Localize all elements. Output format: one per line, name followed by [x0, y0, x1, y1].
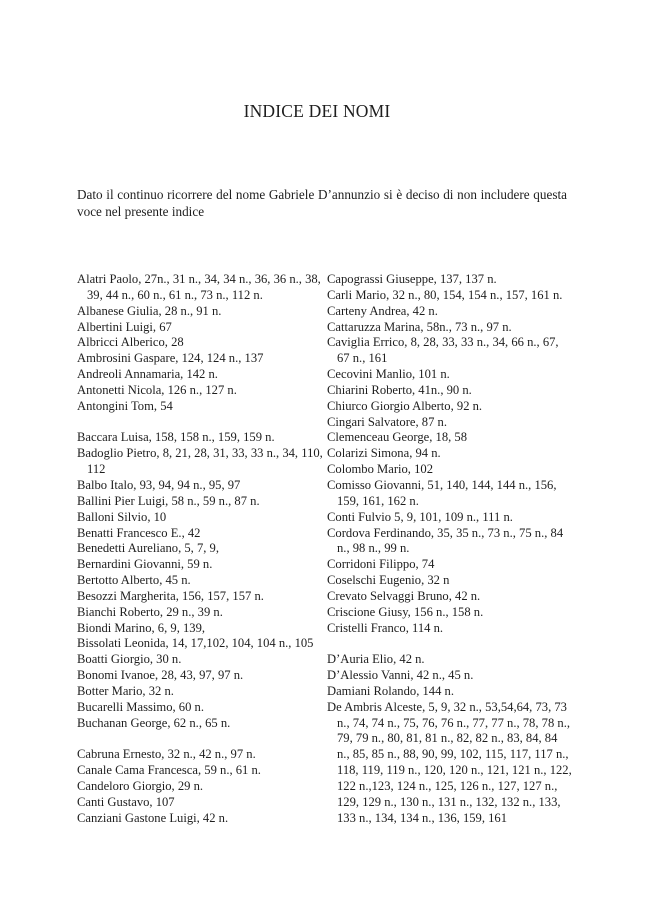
index-entry: Cabruna Ernesto, 32 n., 42 n., 97 n.: [77, 747, 256, 762]
index-entry: Albertini Luigi, 67: [77, 319, 172, 334]
index-entry: Colarizi Simona, 94 n.: [327, 446, 441, 461]
index-entry: Clemenceau George, 18, 58: [327, 430, 468, 445]
index-entry: Coselschi Eugenio, 32 n: [327, 573, 450, 588]
index-entry: Cattaruzza Marina, 58n., 73 n., 97 n.: [327, 319, 512, 334]
entry-group-d: [327, 652, 572, 826]
index-entry: Albanese Giulia, 28 n., 91 n.: [77, 303, 222, 318]
index-entry: Antonetti Nicola, 126 n., 127 n.: [77, 382, 237, 397]
group-spacer: [77, 415, 327, 431]
index-entry: Damiani Rolando, 144 n.: [327, 683, 454, 698]
entry-group-c: [77, 747, 327, 826]
index-column-left: [77, 272, 327, 827]
index-entry: Carteny Andrea, 42 n.: [327, 303, 438, 318]
index-entry: Bianchi Roberto, 29 n., 39 n.: [77, 604, 223, 619]
index-column-right: [327, 272, 572, 827]
index-entry: Balbo Italo, 93, 94, 94 n., 95, 97: [77, 477, 241, 492]
index-entry: Bissolati Leonida, 14, 17,102, 104, 104 n., 105: [77, 636, 314, 651]
index-entry: Besozzi Margherita, 156, 157, 157 n.: [77, 588, 264, 603]
index-entry: Badoglio Pietro, 8, 21, 28, 31, 33, 33 n., 34, 110, 112: [77, 446, 323, 477]
index-entry: Buchanan George, 62 n., 65 n.: [77, 715, 231, 730]
index-entry: Caviglia Errico, 8, 28, 33, 33 n., 34, 66 n., 67, 67 n., 161: [327, 335, 559, 366]
index-entry: Colombo Mario, 102: [327, 462, 433, 477]
index-entry: Bertotto Alberto, 45 n.: [77, 573, 191, 588]
index-entry: Balloni Silvio, 10: [77, 509, 167, 524]
index-entry: Canziani Gastone Luigi, 42 n.: [77, 810, 229, 825]
index-entry: Candeloro Giorgio, 29 n.: [77, 779, 204, 793]
group-spacer: [77, 731, 327, 747]
index-entry: De Ambris Alceste, 5, 9, 32 n., 53,54,64, 73, 73 n., 74, 74 n., 75, 76, 76 n., 77, 77 n., 78, 78 n., 79, 79 n., 80, 81, 81 n., 82, 82 n., 83, 84, 84 n., 85, 85 n., 88, 90, 99, 102, 115, 117, 117 n., 118, 119, 119 n., 120, 120 n., 121, 121 n., 122, 122 n.,123, 124 n., 125, 126 n., 127, 127 n., 129, 129 n., 130 n., 131 n., 132, 132 n., 133, 133 n., 134, 134 n., 136, 159, 161: [327, 699, 572, 825]
index-title: INDICE DEI NOMI: [243, 101, 391, 121]
index-entry: Crevato Selvaggi Bruno, 42 n.: [327, 588, 481, 603]
entry-group-c-cont: [327, 272, 572, 636]
index-entry: D’Auria Elio, 42 n.: [327, 652, 425, 667]
index-entry: Criscione Giusy, 156 n., 158 n.: [327, 604, 484, 619]
index-entry: Conti Fulvio 5, 9, 101, 109 n., 111 n.: [327, 509, 513, 524]
entry-group-b: [77, 430, 327, 731]
index-entry: Capograssi Giuseppe, 137, 137 n.: [327, 272, 497, 286]
group-spacer: [327, 636, 572, 652]
index-entry: Bonomi Ivanoe, 28, 43, 97, 97 n.: [77, 668, 244, 683]
index-entry: Antongini Tom, 54: [77, 398, 173, 413]
index-entry: Baccara Luisa, 158, 158 n., 159, 159 n.: [77, 430, 275, 445]
index-entry: Andreoli Annamaria, 142 n.: [77, 367, 218, 382]
index-entry: Cecovini Manlio, 101 n.: [327, 367, 450, 382]
index-entry: Canti Gustavo, 107: [77, 794, 175, 809]
index-note: Dato il continuo ricorrere del nome Gabriele D’annunzio si è deciso di non includere questa voce nel presente indice: [77, 187, 567, 219]
index-entry: Alatri Paolo, 27n., 31 n., 34, 34 n., 36, 36 n., 38, 39, 44 n., 60 n., 61 n., 73 n., 112 n.: [77, 272, 321, 302]
index-entry: Botter Mario, 32 n.: [77, 683, 174, 698]
index-entry: Biondi Marino, 6, 9, 139,: [77, 620, 206, 635]
index-entry: D’Alessio Vanni, 42 n., 45 n.: [327, 668, 474, 683]
index-entry: Ambrosini Gaspare, 124, 124 n., 137: [77, 351, 264, 366]
index-entry: Cristelli Franco, 114 n.: [327, 620, 444, 635]
index-entry: Canale Cama Francesca, 59 n., 61 n.: [77, 763, 261, 778]
index-entry: Benatti Francesco E., 42: [77, 525, 201, 540]
index-entry: Chiarini Roberto, 41n., 90 n.: [327, 382, 472, 397]
index-entry: Comisso Giovanni, 51, 140, 144, 144 n., 156, 159, 161, 162 n.: [327, 477, 557, 508]
index-entry: Albricci Alberico, 28: [77, 335, 184, 350]
index-entry: Chiurco Giorgio Alberto, 92 n.: [327, 398, 483, 413]
index-entry: Ballini Pier Luigi, 58 n., 59 n., 87 n.: [77, 493, 260, 508]
index-entry: Bucarelli Massimo, 60 n.: [77, 699, 204, 714]
index-entry: Cingari Salvatore, 87 n.: [327, 414, 447, 429]
index-entry: Bernardini Giovanni, 59 n.: [77, 557, 213, 572]
entry-group-a: [77, 272, 327, 415]
index-entry: Boatti Giorgio, 30 n.: [77, 652, 182, 667]
index-entry: Benedetti Aureliano, 5, 7, 9,: [77, 541, 219, 556]
index-entry: Cordova Ferdinando, 35, 35 n., 73 n., 75 n., 84 n., 98 n., 99 n.: [327, 525, 564, 556]
index-entry: Corridoni Filippo, 74: [327, 557, 435, 572]
index-entry: Carli Mario, 32 n., 80, 154, 154 n., 157, 161 n.: [327, 287, 563, 302]
